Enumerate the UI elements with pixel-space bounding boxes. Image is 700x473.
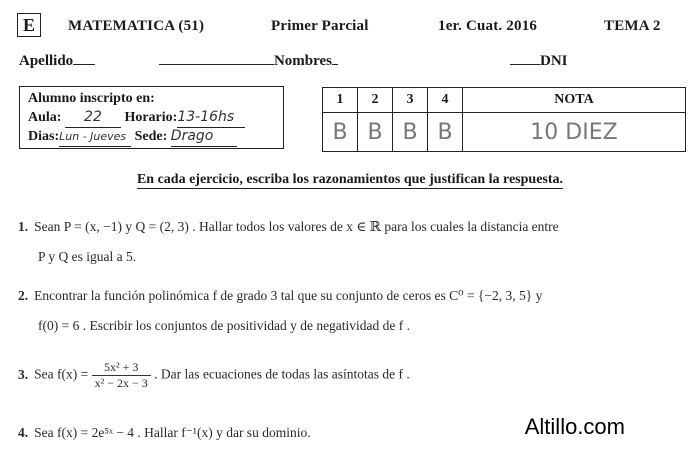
grade-header-nota: NOTA — [463, 88, 686, 113]
aula-label: Aula: — [28, 110, 62, 125]
question-3-suffix: . Dar las ecuaciones de todas las asíntotas de f . — [154, 366, 410, 382]
dni-field — [510, 53, 568, 70]
grade-header-2: 2 — [358, 88, 393, 113]
subject-title: MATEMATICA (51) — [68, 18, 205, 34]
aula-horario-line — [28, 108, 275, 127]
grades-value-row — [323, 113, 686, 152]
question-3-numerator: 5x² + 3 — [92, 360, 151, 376]
grade-value-3: B — [393, 113, 428, 152]
dias-label: Dias: — [28, 129, 60, 144]
tema-label: TEMA 2 — [604, 18, 661, 34]
grade-value-1: B — [323, 113, 358, 152]
sede-value: Drago — [171, 127, 237, 147]
term-label: 1er. Cuat. 2016 — [438, 18, 538, 34]
question-4 — [18, 425, 311, 441]
horario-label: Horario: — [124, 110, 178, 125]
exam-title: Primer Parcial — [271, 18, 369, 34]
grade-header-4: 4 — [428, 88, 463, 113]
aula-value: 22 — [65, 108, 121, 128]
dni-label: DNI — [540, 53, 568, 69]
question-1-number: 1. — [18, 219, 29, 234]
question-2-line-1: Encontrar la función polinómica f de grado 3 tal que su conjunto de ceros es C⁰ = {−2, 3, 5} y — [34, 288, 543, 303]
grade-value-2: B — [358, 113, 393, 152]
student-info-box — [19, 86, 284, 149]
sede-label: Sede: — [134, 129, 168, 144]
instructions-line — [0, 172, 700, 188]
grade-value-4: B — [428, 113, 463, 152]
dias-value: Lun - Jueves — [59, 127, 131, 147]
dias-sede-line — [28, 127, 275, 146]
student-box-title: Alumno inscripto en: — [28, 91, 155, 106]
nombres-label: Nombres — [273, 53, 332, 69]
grade-header-1: 1 — [323, 88, 358, 113]
question-1-line-2: P y Q es igual a 5. — [38, 249, 137, 264]
grade-value-nota: 10 DIEZ — [463, 113, 686, 152]
question-3-number: 3. — [18, 366, 29, 382]
question-1 — [18, 219, 559, 235]
question-2 — [18, 288, 542, 304]
grade-header-3: 3 — [393, 88, 428, 113]
question-3-prefix: Sea f(x) = — [34, 366, 89, 382]
question-2-number: 2. — [18, 288, 29, 303]
question-4-number: 4. — [18, 425, 29, 440]
grades-header-row — [323, 88, 686, 113]
question-3 — [18, 360, 410, 391]
instructions-text: En cada ejercicio, escriba los razonamientos que justifican la respuesta. — [136, 172, 564, 187]
horario-value: 13-16hs — [177, 108, 245, 128]
question-4-line-1: Sea f(x) = 2e⁵ˣ − 4 . Hallar f⁻¹(x) y dar su dominio. — [34, 425, 311, 440]
apellido-field — [19, 53, 338, 70]
tema-letter-box: E — [17, 13, 41, 37]
question-3-fraction — [92, 360, 151, 391]
question-3-denominator: x² − 2x − 3 — [94, 376, 148, 390]
question-2-line-2: f(0) = 6 . Escribir los conjuntos de positividad y de negatividad de f . — [38, 318, 411, 333]
apellido-label: Apellido — [19, 53, 74, 69]
altillo-watermark: Altillo.com — [524, 414, 625, 439]
grades-table — [322, 87, 686, 152]
question-1-line-1: Sean P = (x, −1) y Q = (2, 3) . Hallar todos los valores de x ∈ ℝ para los cuales la distancia entre — [34, 219, 559, 234]
